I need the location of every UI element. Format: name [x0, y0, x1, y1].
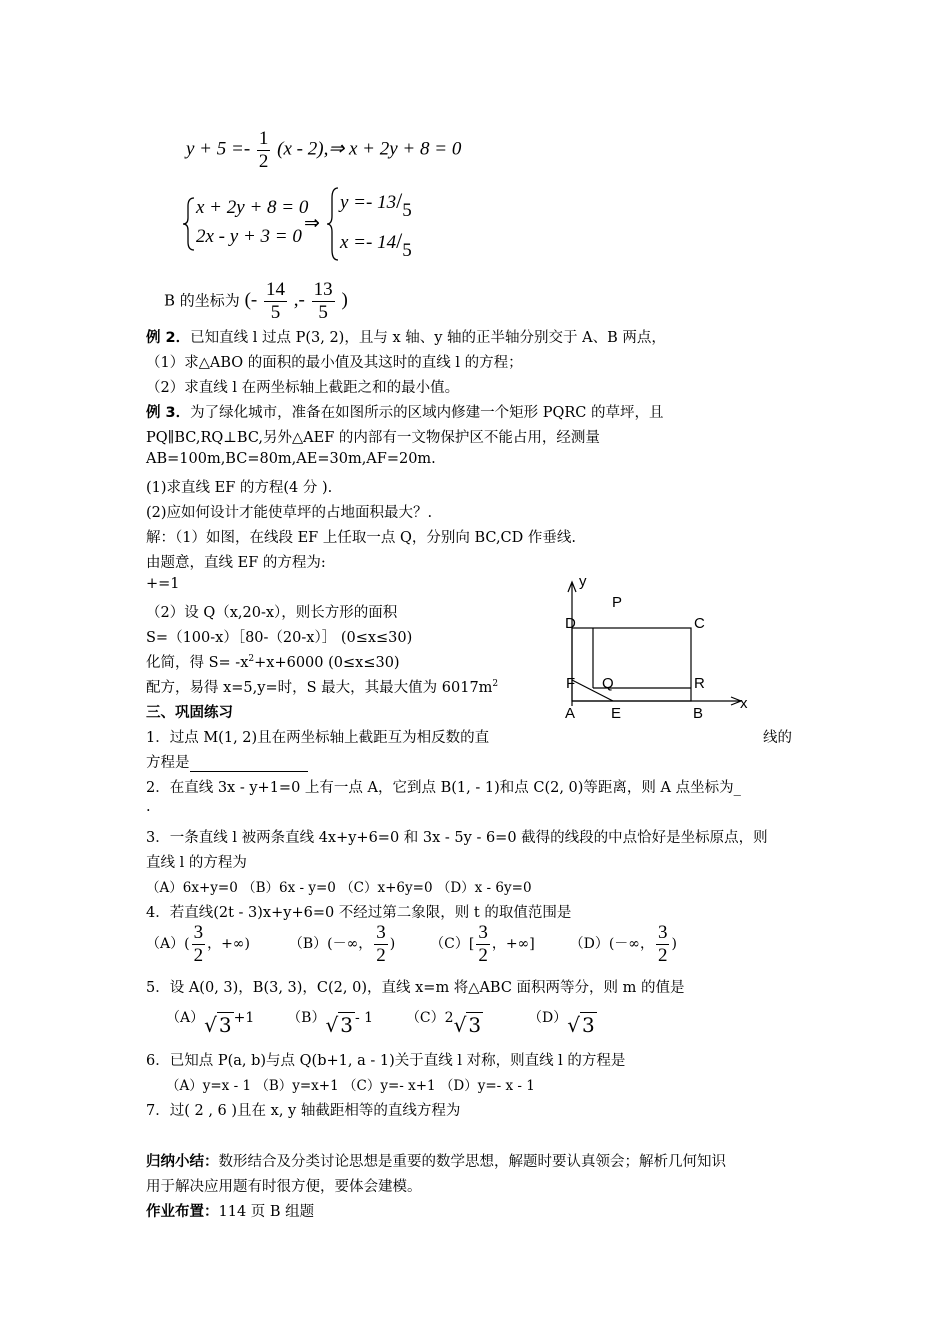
p5-option-d: （D）√ 3	[527, 1010, 595, 1037]
option-d: （D）(－∞， $\frac{3}{2}$ )	[569, 922, 677, 966]
practice-2-cont: .	[146, 799, 151, 815]
option-c: （C）[ $\frac{3}{2}$ ，+∞]	[430, 922, 535, 966]
system-eq-2: 2x - y + 3 = 0	[196, 226, 302, 247]
example-3-solution-1: 解：（1）如图，在线段 EF 上任取一点 Q，分别向 BC,CD 作垂线.	[146, 530, 576, 546]
result-x: x =- 14/5	[340, 228, 412, 261]
example-3-line-3: AB=100m,BC=80m,AE=30m,AF=20m.	[146, 451, 436, 467]
example-3-solution-7: 配方，易得 x=5,y=时，S 最大，其最大值为 $6017m^2$	[146, 679, 499, 696]
result-y: y =- 13/5	[340, 188, 412, 221]
implies-arrow: ⇒	[304, 213, 320, 234]
example-3-line-2: PQ∥BC,RQ⊥BC,另外△AEF 的内部有一文物保护区不能占用，经测量	[146, 430, 600, 446]
practice-6: 6．已知点 P(a, b)与点 Q(b+1, a - 1)关于直线 l 对称，则直线 l 的方程是	[146, 1053, 626, 1069]
p5-option-c: （C）2√ 3	[405, 1010, 482, 1037]
summary-line-1: 归纳小结：数形结合及分类讨论思想是重要的数学思想，解题时要认真领会；解析几何知识	[146, 1154, 726, 1170]
system-eq-1: x + 2y + 8 = 0	[196, 197, 309, 218]
label-f: F	[566, 675, 576, 692]
practice-heading: 三、巩固练习	[146, 705, 233, 721]
practice-1-left: 1．过点 M(1, 2)且在两坐标轴上截距互为相反数的直	[146, 730, 490, 746]
answer-blank	[190, 757, 308, 772]
rectangle-abcd	[572, 628, 691, 701]
b-coordinate: B 的坐标为 (- $\frac{14}{5}$ ,- $\frac{13}{5}$ )	[164, 279, 348, 323]
example-2-question-1: （1）求△ABO 的面积的最小值及其这时的直线 l 的方程；	[146, 355, 523, 371]
label-e: E	[611, 705, 622, 722]
example-3-solution-3: +=1	[146, 576, 180, 592]
label-x: x	[740, 695, 748, 712]
coord-frac-1: $\frac{14}{5}$	[266, 279, 286, 323]
practice-6-options: （A）y=x - 1 （B）y=x+1 （C）y=- x+1 （D）y=- x - 1	[166, 1078, 535, 1094]
example-3-solution-4: （2）设 Q（x,20-x），则长方形的面积	[146, 605, 398, 621]
practice-5: 5．设 A(0, 3)，B(3, 3)，C(2, 0)，直线 x=m 将△ABC 面积两等分，则 m 的值是	[146, 980, 685, 996]
practice-2: 2．在直线 3x - y+1=0 上有一点 A，它到点 B(1, - 1)和点 C(2, 0)等距离，则 A 点坐标为_	[146, 780, 741, 796]
label-q: Q	[602, 675, 614, 692]
label-a: A	[565, 705, 576, 722]
example-3-question-1: (1)求直线 EF 的方程(4 分 ).	[146, 480, 333, 496]
label-y: y	[579, 573, 587, 590]
example-2-question-2: （2）求直线 l 在两坐标轴上截距之和的最小值。	[146, 380, 460, 396]
eq1-right: (x - 2),⇒ x + 2y + 8 = 0	[277, 138, 462, 160]
practice-3-cont: 直线 l 的方程为	[146, 855, 247, 871]
example-3-solution-5: S=（100-x）［80-（20-x）］ (0≤x≤30)	[146, 630, 413, 646]
practice-4: 4．若直线(2t - 3)x+y+6=0 不经过第二象限，则 t 的取值范围是	[146, 905, 572, 921]
eq1-left: y + 5 =-	[186, 138, 251, 160]
label-p: P	[612, 594, 623, 611]
practice-4-options	[146, 922, 677, 967]
example-3-solution-2: 由题意，直线 EF 的方程为:	[146, 555, 326, 571]
eq1-fraction: $\frac{1}{2}$	[258, 128, 269, 172]
left-brace-1	[182, 196, 196, 252]
label-r: R	[694, 675, 705, 692]
homework: 作业布置：114 页 B 组题	[146, 1204, 315, 1220]
summary-line-2: 用于解决应用题有时很方便，要体会建模。	[146, 1179, 422, 1195]
practice-5-options	[166, 1003, 597, 1037]
p5-option-a: （A）√ 3 +1	[166, 1010, 255, 1037]
example-3-heading: 例 3．为了绿化城市，准备在如图所示的区域内修建一个矩形 PQRC 的草坪，且	[146, 405, 664, 421]
practice-7: 7．过( 2 , 6 )且在 x, y 轴截距相等的直线方程为	[146, 1103, 461, 1119]
practice-1-right: 线的	[763, 730, 792, 746]
geometry-diagram	[555, 570, 765, 730]
example-2-heading: 例 2．已知直线 l 过点 P(3, 2)，且与 x 轴、y 轴的正半轴分别交于 A、B 两点，	[146, 330, 666, 346]
label-d: D	[565, 615, 576, 632]
practice-1-line-2: 方程是	[146, 751, 308, 772]
example-3-solution-6: 化简，得 $S= -x^2+x+6000$ (0≤x≤30)	[146, 654, 400, 671]
label-c: C	[694, 615, 705, 632]
p5-option-b: （B）√ 3 - 1	[287, 1010, 374, 1037]
practice-3: 3．一条直线 l 被两条直线 4x+y+6=0 和 3x - 5y - 6=0 截得的线段的中点恰好是坐标原点，则	[146, 830, 768, 846]
coord-frac-2: $\frac{13}{5}$	[313, 279, 333, 323]
label-b: B	[693, 705, 704, 722]
practice-3-options: （A）6x+y=0 （B）6x - y=0 （C）x+6y=0 （D）x - 6y=0	[146, 880, 532, 896]
option-b: （B）(－∞， $\frac{3}{2}$ )	[288, 922, 396, 966]
option-a: （A）( $\frac{3}{2}$ ，+∞)	[146, 922, 250, 966]
left-brace-2	[326, 186, 340, 262]
example-3-question-2: (2)应如何设计才能使草坪的占地面积最大？.	[146, 505, 433, 521]
equation-line-1	[186, 128, 461, 173]
